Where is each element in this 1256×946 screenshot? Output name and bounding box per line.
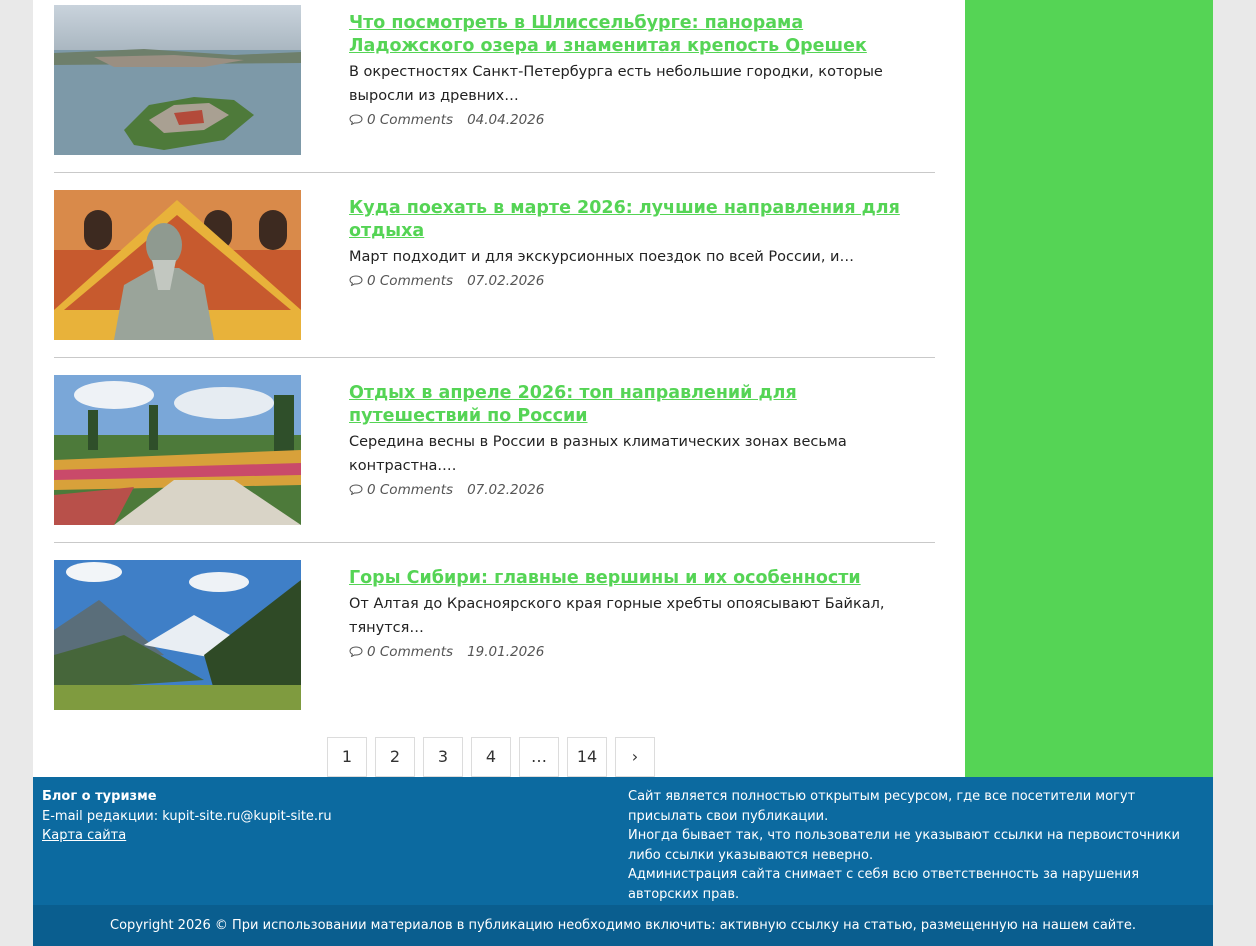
statue-image (54, 190, 301, 340)
page-ellipsis: … (519, 737, 559, 777)
fortress-island-image (54, 5, 301, 155)
post-date: 04.04.2026 (467, 112, 545, 128)
post-divider (54, 542, 935, 543)
disclaimer-line-1: Сайт является полностью открытым ресурсом, где все посетители могут присылать свои публикации. (628, 789, 1136, 824)
comment-icon (349, 646, 363, 657)
post-excerpt: Середина весны в России в разных климатических зонах весьма контрастна.… (349, 434, 847, 474)
page-last-button[interactable]: 14 (567, 737, 607, 777)
post-excerpt: Март подходит и для экскурсионных поездок по всей России, и… (349, 249, 854, 265)
disclaimer-line-2: Иногда бывает так, что пользователи не указывают ссылки на первоисточники либо ссылки указываются неверно. (628, 828, 1180, 863)
mountains-image (54, 560, 301, 710)
page-4-button[interactable]: 4 (471, 737, 511, 777)
page-3-button[interactable]: 3 (423, 737, 463, 777)
garden-image (54, 375, 301, 525)
post-excerpt: В окрестностях Санкт-Петербурга есть небольшие городки, которые выросли из древних… (349, 64, 883, 104)
post-thumbnail-march[interactable] (54, 190, 301, 340)
page-1-button[interactable]: 1 (327, 737, 367, 777)
post-meta (349, 271, 919, 291)
comments-link[interactable] (349, 480, 453, 500)
post-divider (54, 172, 935, 173)
copyright-bar: Copyright 2026 © При использовании материалов в публикацию необходимо включить: активную ссылку на статью, размещенную на нашем сайте. (33, 905, 1213, 946)
comments-link[interactable] (349, 271, 453, 291)
comments-count: 0 Comments (367, 273, 454, 289)
footer-disclaimer (628, 787, 1208, 904)
post-meta (349, 642, 919, 662)
sitemap-link[interactable]: Карта сайта (42, 828, 127, 843)
post-title-link[interactable]: Что посмотреть в Шлиссельбурге: панорама Ладожского озера и знаменитая крепость Орешек (349, 13, 867, 56)
sidebar (965, 0, 1213, 777)
post-card (54, 190, 935, 340)
post-meta (349, 480, 919, 500)
chevron-right-icon: › (631, 747, 639, 766)
next-page-button[interactable] (615, 737, 655, 777)
footer-email: E-mail редакции: kupit-site.ru@kupit-site.ru (42, 808, 332, 824)
main-content (33, 0, 965, 777)
post-title-link[interactable]: Горы Сибири: главные вершины и их особенности (349, 568, 861, 588)
footer-site-name: Блог о туризме (42, 789, 157, 804)
comments-link[interactable] (349, 642, 453, 662)
post-excerpt: От Алтая до Красноярского края горные хребты опоясывают Байкал, тянутся… (349, 596, 885, 636)
comment-icon (349, 484, 363, 495)
comments-count: 0 Comments (367, 482, 454, 498)
post-card (54, 5, 935, 155)
comment-icon (349, 275, 363, 286)
footer-info (42, 787, 562, 846)
post-title-link[interactable]: Отдых в апреле 2026: топ направлений для путешествий по России (349, 383, 797, 426)
post-meta (349, 110, 919, 130)
post-divider (54, 357, 935, 358)
page-wrapper (33, 0, 1213, 946)
comments-link[interactable] (349, 110, 453, 130)
post-date: 07.02.2026 (467, 273, 545, 289)
comment-icon (349, 114, 363, 125)
post-thumbnail-april[interactable] (54, 375, 301, 525)
post-date: 19.01.2026 (467, 644, 545, 660)
post-date: 07.02.2026 (467, 482, 545, 498)
comments-count: 0 Comments (367, 112, 454, 128)
footer (33, 777, 1213, 905)
post-card (54, 375, 935, 525)
post-thumbnail-shlisselburg[interactable] (54, 5, 301, 155)
post-title-link[interactable]: Куда поехать в марте 2026: лучшие направления для отдыха (349, 198, 900, 241)
disclaimer-line-3: Администрация сайта снимает с себя всю ответственность за нарушения авторских прав. (628, 867, 1140, 902)
post-card (54, 560, 935, 710)
page-2-button[interactable]: 2 (375, 737, 415, 777)
comments-count: 0 Comments (367, 644, 454, 660)
post-thumbnail-siberia[interactable] (54, 560, 301, 710)
